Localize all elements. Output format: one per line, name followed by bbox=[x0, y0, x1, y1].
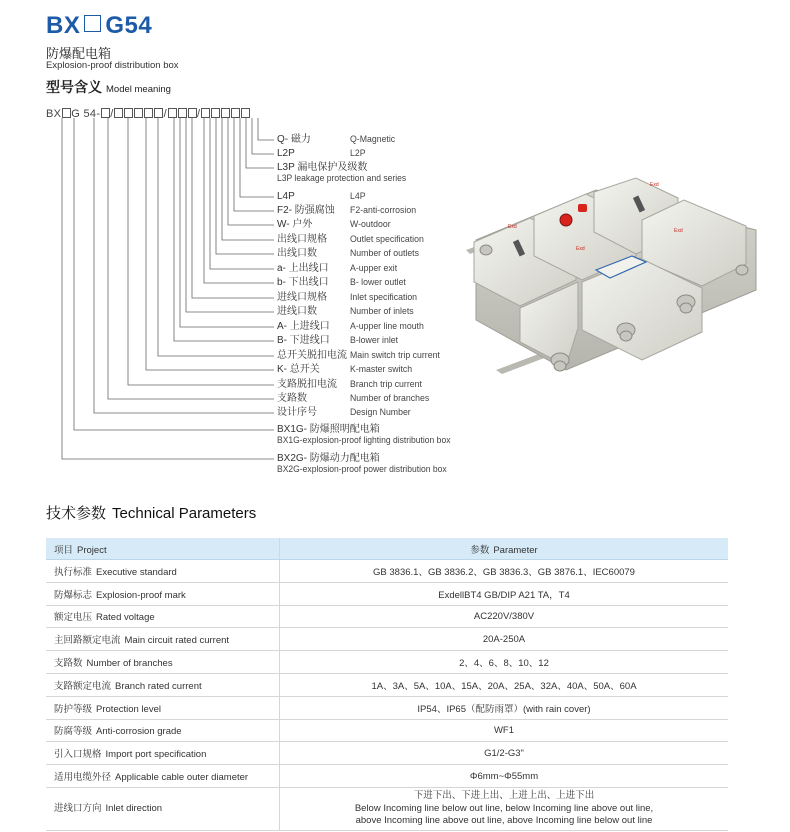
table-header-row bbox=[46, 538, 728, 560]
product-photo bbox=[456, 170, 768, 390]
model-label-en: L3P leakage protection and series bbox=[277, 173, 407, 184]
table-row bbox=[46, 651, 728, 674]
model-label-cn: F2- 防强腐蚀 bbox=[277, 205, 335, 216]
model-label-cn: W- 户外 bbox=[277, 219, 313, 230]
tree-connector-line bbox=[240, 118, 274, 197]
model-code: BX G 54- / / / bbox=[46, 108, 250, 120]
tree-connector-line bbox=[222, 118, 274, 240]
model-label-en: B- lower outlet bbox=[350, 277, 406, 288]
warning-label-icon: Exd bbox=[650, 182, 659, 188]
header-project-cn: 项目 bbox=[54, 544, 74, 556]
table-row bbox=[46, 605, 728, 628]
project-cell bbox=[46, 605, 280, 628]
warning-label-icon: Exd bbox=[674, 228, 683, 234]
project-cell bbox=[46, 719, 280, 742]
param-value-cell: 20A-250A bbox=[280, 628, 729, 651]
project-cn: 额定电压 bbox=[54, 612, 93, 624]
tree-connector-line bbox=[204, 118, 274, 283]
indicator-light-icon bbox=[560, 214, 572, 226]
table-row bbox=[46, 628, 728, 651]
header-param-en: Parameter bbox=[493, 544, 538, 556]
tree-connector-line bbox=[258, 118, 274, 140]
project-cell bbox=[46, 787, 280, 830]
warning-label-icon: Exd bbox=[576, 246, 585, 252]
tree-connector-line bbox=[252, 118, 274, 154]
title-suffix: G54 bbox=[105, 12, 153, 39]
project-cn: 支路额定电流 bbox=[54, 680, 112, 692]
model-label-cn: L2P bbox=[277, 148, 295, 159]
model-label-en: A-upper exit bbox=[350, 263, 398, 274]
project-en: Branch rated current bbox=[115, 680, 202, 692]
inlet-direction-en-2: above Incoming line above out line, above Incoming line below out line bbox=[355, 815, 653, 827]
tree-connector-line bbox=[128, 118, 274, 385]
project-cell bbox=[46, 582, 280, 605]
model-label-en: Inlet specification bbox=[350, 292, 418, 303]
model-label-en: Number of branches bbox=[350, 393, 430, 404]
model-label-en: Branch trip current bbox=[350, 379, 422, 390]
model-label-en: Number of inlets bbox=[350, 306, 414, 317]
model-label-cn: a- 上出线口 bbox=[277, 263, 329, 274]
param-value-cell: G1/2-G3" bbox=[280, 742, 729, 765]
model-label-en: Number of outlets bbox=[350, 248, 419, 259]
project-en: Import port specification bbox=[105, 749, 207, 761]
project-en: Executive standard bbox=[96, 566, 177, 578]
project-cn: 防腐等级 bbox=[54, 726, 93, 738]
subtitle-en: Explosion-proof distribution box bbox=[46, 60, 179, 71]
tree-connector-line bbox=[216, 118, 274, 254]
warning-label-icon: Exd bbox=[508, 224, 517, 230]
model-label-en: B-lower inlet bbox=[350, 335, 399, 346]
indicator-button-icon bbox=[578, 204, 587, 212]
model-label-en: Outlet specification bbox=[350, 234, 424, 245]
model-label-cn: 出线口数 bbox=[277, 248, 317, 259]
param-value-cell bbox=[280, 787, 729, 830]
model-label-en: L2P bbox=[350, 148, 366, 159]
model-heading-en: Model meaning bbox=[106, 84, 171, 95]
header-param-cn: 参数 bbox=[470, 544, 490, 556]
tree-connector-line bbox=[180, 118, 274, 327]
model-label-en: W-outdoor bbox=[350, 219, 391, 230]
model-code-prefix: BX bbox=[46, 108, 62, 120]
project-cn: 适用电缆外径 bbox=[54, 772, 112, 784]
table-row bbox=[46, 765, 728, 788]
model-label-en: A-upper line mouth bbox=[350, 321, 424, 332]
model-label-en: Q-Magnetic bbox=[350, 134, 396, 145]
param-value-cell: ExdellBT4 GB/DIP A21 TA，T4 bbox=[280, 582, 729, 605]
model-label-cn: BX1G- 防爆照明配电箱 bbox=[277, 424, 380, 435]
table-row bbox=[46, 787, 728, 830]
model-label-cn: 支路数 bbox=[277, 393, 307, 404]
subtitle-cn: 防爆配电箱 bbox=[46, 46, 112, 61]
project-cell bbox=[46, 742, 280, 765]
project-en: Main circuit rated current bbox=[124, 635, 230, 647]
table-row bbox=[46, 696, 728, 719]
parameter-table bbox=[46, 538, 728, 831]
model-label-cn: B- 下进线口 bbox=[277, 335, 330, 346]
model-label-cn: b- 下出线口 bbox=[277, 277, 329, 288]
project-cell bbox=[46, 560, 280, 583]
model-code-mid: G 54- bbox=[71, 108, 101, 120]
model-heading-cn: 型号含义 bbox=[46, 79, 102, 95]
table-row bbox=[46, 582, 728, 605]
model-label-cn: 出线口规格 bbox=[277, 234, 327, 245]
title-prefix: BX bbox=[46, 12, 81, 39]
model-label-cn: 进线口规格 bbox=[277, 292, 327, 303]
tree-connector-line bbox=[108, 118, 274, 399]
project-en: Rated voltage bbox=[96, 612, 155, 624]
header-project-en: Project bbox=[77, 544, 107, 556]
model-label-en: BX2G-explosion-proof power distribution box bbox=[277, 464, 447, 475]
table-row bbox=[46, 560, 728, 583]
tree-connector-line bbox=[210, 118, 274, 269]
model-label-cn: Q- 磁力 bbox=[277, 134, 311, 145]
project-en: Applicable cable outer diameter bbox=[115, 772, 249, 784]
header-param-cell bbox=[280, 538, 729, 560]
model-label-cn: 设计序号 bbox=[277, 407, 317, 418]
tree-connector-line bbox=[246, 118, 274, 168]
param-value-cell: 1A、3A、5A、10A、15A、20A、25A、32A、40A、50A、60A bbox=[280, 673, 729, 696]
project-en: Inlet direction bbox=[105, 802, 163, 814]
project-cell bbox=[46, 765, 280, 788]
param-value-cell: WF1 bbox=[280, 719, 729, 742]
model-label-cn: 支路脱扣电流 bbox=[277, 379, 337, 390]
tech-heading-en: Technical Parameters bbox=[112, 505, 257, 522]
project-en: Anti-corrosion grade bbox=[96, 726, 182, 738]
table-row bbox=[46, 719, 728, 742]
project-cell bbox=[46, 628, 280, 651]
tree-connector-line bbox=[228, 118, 274, 225]
tree-connector-line bbox=[94, 118, 274, 413]
model-label-en: K-master switch bbox=[350, 364, 413, 375]
project-cell bbox=[46, 673, 280, 696]
project-cn: 防爆标志 bbox=[54, 589, 93, 601]
project-cn: 支路数 bbox=[54, 658, 83, 670]
project-cn: 进线口方向 bbox=[54, 802, 102, 814]
header-project-cell bbox=[46, 538, 280, 560]
param-value-cell: GB 3836.1、GB 3836.2、GB 3836.3、GB 3876.1、IEC60079 bbox=[280, 560, 729, 583]
project-cell bbox=[46, 651, 280, 674]
tech-heading bbox=[46, 502, 256, 523]
param-value-cell: IP54、IP65（配防雨罩）(with rain cover) bbox=[280, 696, 729, 719]
project-cn: 引入口规格 bbox=[54, 749, 102, 761]
project-cn: 防护等级 bbox=[54, 703, 93, 715]
param-value-cell: 2、4、6、8、10、12 bbox=[280, 651, 729, 674]
model-label-cn: K- 总开关 bbox=[277, 364, 320, 375]
project-cell bbox=[46, 696, 280, 719]
model-label-en: BX1G-explosion-proof lighting distribution box bbox=[277, 435, 451, 446]
model-label-cn: L4P bbox=[277, 191, 295, 202]
model-label-cn: A- 上进线口 bbox=[277, 321, 330, 332]
model-label-cn: 进线口数 bbox=[277, 306, 317, 317]
tree-connector-line bbox=[174, 118, 274, 341]
table-row bbox=[46, 673, 728, 696]
table-row bbox=[46, 742, 728, 765]
tech-heading-cn: 技术参数 bbox=[46, 505, 107, 522]
model-label-en: F2-anti-corrosion bbox=[350, 205, 417, 216]
inlet-direction-en-1: Below Incoming line below out line, below Incoming line above out line, bbox=[354, 802, 654, 814]
model-label-en: Design Number bbox=[350, 407, 411, 418]
model-label-cn: L3P 漏电保护及级数 bbox=[277, 162, 368, 173]
param-value-cell: Φ6mm~Φ55mm bbox=[280, 765, 729, 788]
param-value-cell: AC220V/380V bbox=[280, 605, 729, 628]
project-cn: 执行标准 bbox=[54, 566, 93, 578]
project-en: Explosion-proof mark bbox=[96, 589, 186, 601]
inlet-direction-cn: 下进下出、下进上出、上进上出、上进下出 bbox=[413, 790, 595, 802]
model-label-cn: 总开关脱扣电流 bbox=[277, 350, 347, 361]
project-en: Number of branches bbox=[86, 658, 173, 670]
project-en: Protection level bbox=[96, 703, 161, 715]
model-label-cn: BX2G- 防爆动力配电箱 bbox=[277, 453, 380, 464]
model-label-en: L4P bbox=[350, 191, 366, 202]
project-cn: 主回路额定电流 bbox=[54, 635, 121, 647]
model-label-en: Main switch trip current bbox=[350, 350, 440, 361]
